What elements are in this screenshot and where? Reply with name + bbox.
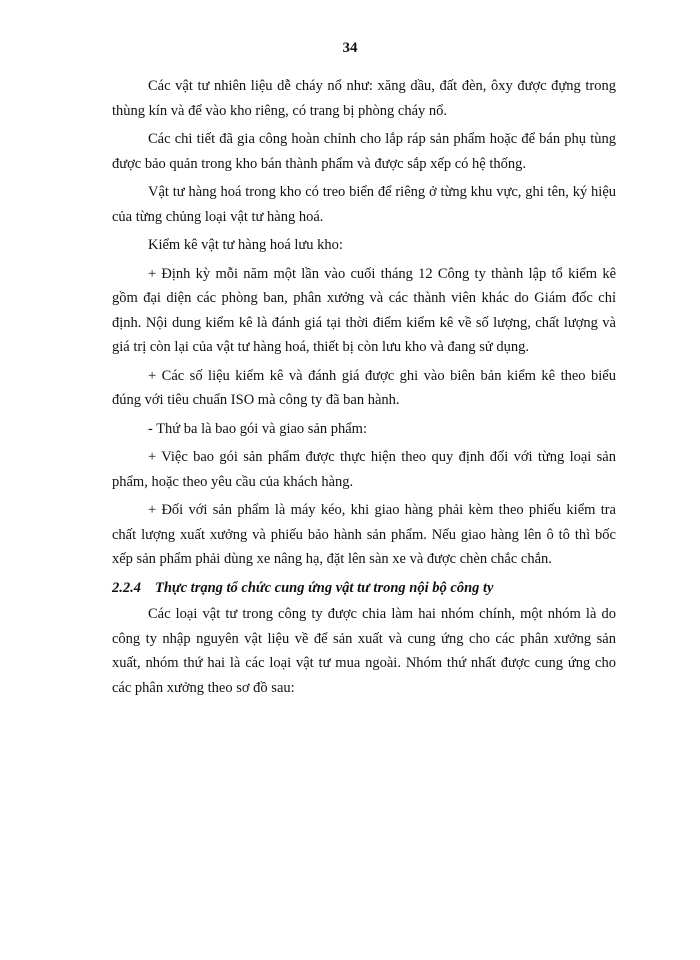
paragraph-packaging-intro: - Thứ ba là bao gói và giao sản phẩm: [148,420,367,437]
paragraph-finished-parts: Các chi tiết đã gia công hoàn chỉnh cho lắp ráp sản phẩm hoặc để bán phụ tùng được bảo quản trong kho bán thành phẩm và được sắp xếp có hệ thống. [112,131,616,172]
section-heading [112,576,616,601]
paragraph-warehouse-signage: Vật tư hàng hoá trong kho có treo biển để riêng ở từng khu vực, ghi tên, ký hiệu của từng chủng loại vật tư hàng hoá. [112,184,616,225]
section-title: Thực trạng tổ chức cung ứng vật tư trong nội bộ công ty [155,579,494,596]
paragraph-inventory-records: + Các số liệu kiểm kê và đánh giá được ghi vào biên bản kiểm kê theo biểu đúng với tiêu chuẩn ISO mà công ty đã ban hành. [112,367,616,408]
paragraph-packaging-rules: + Việc bao gói sản phẩm được thực hiện theo quy định đối với từng loại sản phẩm, hoặc theo yêu cầu của khách hàng. [112,449,616,490]
paragraph-inventory-intro: Kiểm kê vật tư hàng hoá lưu kho: [148,237,343,253]
section-number: 2.2.4 [112,579,141,596]
paragraph-tractor-delivery: + Đối với sản phẩm là máy kéo, khi giao hàng phải kèm theo phiếu kiểm tra chất lượng xuất xưởng và phiếu bảo hành sản phẩm. Nếu giao hàng lên ô tô thì bốc xếp sản phẩm phải dùng xe nâng hạ, đặt lên sàn xe và được chèn chắc chắn. [112,502,616,567]
page-number: 34 [342,40,358,56]
paragraph-annual-inventory: + Định kỳ mỗi năm một lần vào cuối tháng 12 Công ty thành lập tổ kiểm kê gồm đại diện các phòng ban, phân xưởng và các thành viên khác do Giám đốc chỉ định. Nội dung kiểm kê là đánh giá tại thời điểm kiểm kê về số lượng, chất lượng và giá trị còn lại của vật tư hàng hoá, thiết bị còn lưu kho và đang sử dụng. [112,265,616,355]
paragraph-supply-groups: Các loại vật tư trong công ty được chia làm hai nhóm chính, một nhóm là do công ty nhập nguyên vật liệu về để sản xuất và cung ứng cho các phân xưởng sản xuất, nhóm thứ hai là các loại vật tư mua ngoài. Nhóm thứ nhất được cung ứng cho các phân xưởng theo sơ đồ sau: [112,606,616,696]
document-body [112,74,616,704]
paragraph-flammable-materials: Các vật tư nhiên liệu dễ cháy nổ như: xăng dầu, đất đèn, ôxy được đựng trong thùng kín và để vào kho riêng, có trang bị phòng cháy nổ. [112,78,616,119]
